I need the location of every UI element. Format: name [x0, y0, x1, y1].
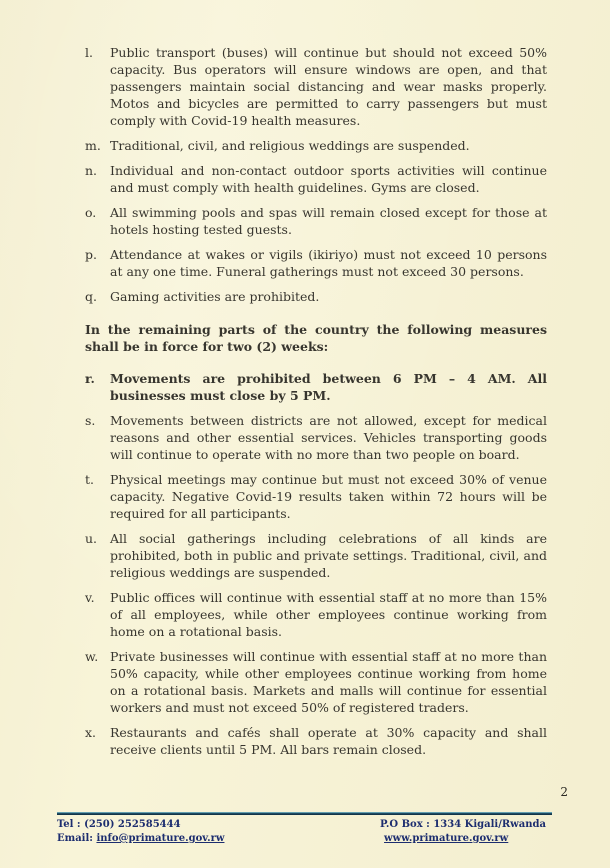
list-item-label: p.: [85, 247, 97, 262]
list-item-text: Attendance at wakes or vigils (ikiriyo) must not exceed 10 persons at any one time. Funeral gatherings must not exceed 30 persons.: [110, 247, 547, 279]
list-item: [85, 44, 547, 129]
list-item-text: Restaurants and cafés shall operate at 30% capacity and shall receive clients until 5 PM. All bars remain closed.: [110, 725, 547, 757]
list-item: [85, 724, 547, 758]
footer-right-block: [380, 818, 552, 846]
list-item-text: Public offices will continue with essential staff at no more than 15% of all employees, while other employees continue working from home on a rotational basis.: [110, 590, 547, 639]
footer-email-label: Email:: [57, 833, 93, 844]
list-item-text: Movements between districts are not allowed, except for medical reasons and other essential services. Vehicles transporting goods will continue to operate with no more than two people on board.: [110, 413, 547, 462]
list-item: [85, 412, 547, 463]
list-item-text: Individual and non-contact outdoor sports activities will continue and must comply with health guidelines. Gyms are closed.: [110, 163, 547, 195]
list-item-text: Public transport (buses) will continue but should not exceed 50% capacity. Bus operators will ensure windows are open, and that passengers maintain social distancing and wear masks properly. Motos and bicycles are permitted to carry passengers but must comply with Covid-19 health measures.: [110, 45, 547, 128]
list-item-label: u.: [85, 531, 98, 546]
footer-divider: [57, 812, 552, 815]
footer-left-block: [57, 818, 224, 846]
footer-tel: Tel : (250) 252585444: [57, 819, 181, 830]
list-item: [85, 137, 547, 154]
list-item-text: Movements are prohibited between 6 PM – 4 AM. All businesses must close by 5 PM.: [110, 371, 547, 403]
list-item: [85, 648, 547, 716]
list-item-label: q.: [85, 289, 97, 304]
list-item-label: w.: [85, 649, 99, 664]
list-item-label: o.: [85, 205, 97, 220]
footer: [57, 812, 552, 846]
document-content: [85, 44, 547, 766]
list-item-label: n.: [85, 163, 98, 178]
list-item-text: Gaming activities are prohibited.: [110, 289, 320, 304]
footer-email-row: [57, 832, 224, 846]
list-item-label: s.: [85, 413, 96, 428]
list-item-label: m.: [85, 138, 101, 153]
section-heading: In the remaining parts of the country the following measures shall be in force for two (2) weeks:: [85, 322, 547, 354]
footer-pobox: P.O Box : 1334 Kigali/Rwanda: [380, 819, 546, 830]
list-item-label: x.: [85, 725, 97, 740]
list-item-text: Traditional, civil, and religious weddings are suspended.: [110, 138, 470, 153]
footer-email-link[interactable]: info@primature.gov.rw: [96, 833, 225, 844]
list-item-label: r.: [85, 371, 95, 386]
list-item: [85, 246, 547, 280]
list-item: [85, 162, 547, 196]
list-item: [85, 370, 547, 404]
list-item-label: l.: [85, 45, 93, 60]
list-item: [85, 530, 547, 581]
list-item-label: v.: [85, 590, 95, 605]
measures-list-rest-of-country: [85, 370, 547, 758]
footer-website-link[interactable]: www.primature.gov.rw: [384, 833, 509, 844]
measures-list-first: [85, 44, 547, 305]
list-item-text: Physical meetings may continue but must not exceed 30% of venue capacity. Negative Covid-19 results taken within 72 hours will be required for all participants.: [110, 472, 547, 521]
list-item-text: All swimming pools and spas will remain closed except for those at hotels hosting tested guests.: [110, 205, 547, 237]
list-item: [85, 204, 547, 238]
list-item-text: All social gatherings including celebrations of all kinds are prohibited, both in public and private settings. Traditional, civil, and religious weddings are suspended.: [110, 531, 547, 580]
list-item: [85, 589, 547, 640]
list-item-label: t.: [85, 472, 94, 487]
list-item: [85, 471, 547, 522]
list-item: [85, 288, 547, 305]
list-item-text: Private businesses will continue with essential staff at no more than 50% capacity, while other employees continue working from home on a rotational basis. Markets and malls will continue for essential workers and must not exceed 50% of registered traders.: [110, 649, 547, 715]
page-number: 2: [560, 785, 568, 799]
